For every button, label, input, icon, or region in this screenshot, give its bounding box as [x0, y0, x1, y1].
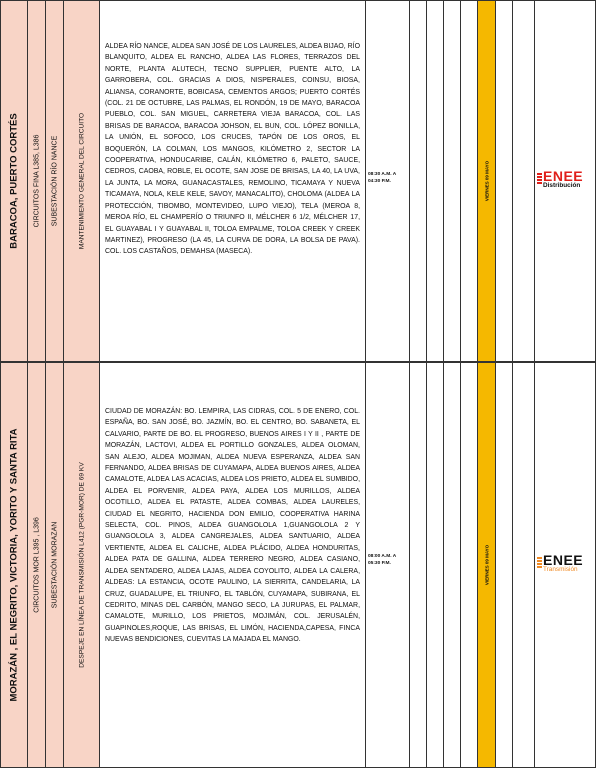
schedule-row-baracoa [0, 0, 596, 362]
schedule-time-cell [366, 363, 410, 767]
location-cell [0, 363, 28, 767]
empty-cell [496, 363, 513, 767]
enee-distribucion-logo [537, 169, 595, 189]
day-cell [478, 363, 496, 767]
substation-label: SUBESTACIÓN MORAZAN [51, 521, 58, 609]
empty-cell [444, 1, 461, 361]
job-cell [64, 1, 100, 361]
empty-cell [427, 1, 444, 361]
empty-cell [444, 363, 461, 767]
job-description: MANTENIMIENTO GENERAL DEL CIRCUITO [78, 112, 85, 250]
location-cell [0, 1, 28, 361]
logo-cell [535, 363, 596, 767]
time-end: 05:30 P.M. [368, 561, 391, 566]
enee-bars-icon [537, 173, 542, 185]
logo-cell [535, 1, 596, 361]
schedule-time [368, 553, 407, 567]
empty-cell [461, 363, 478, 767]
schedule-row-morazan [0, 362, 596, 768]
time-start: 08:30 A.M. A [368, 172, 397, 177]
empty-cell [427, 363, 444, 767]
schedule-time [368, 171, 407, 185]
job-description: DESPEJE EN LÍNEA DE TRANSMISIÓN L412 (PGR-MOR) DE 69 KV [78, 462, 85, 668]
substation-cell [46, 1, 64, 361]
day-label: VIERNES 09 MAYO [484, 160, 489, 202]
affected-areas-cell [100, 1, 366, 361]
location-label: BARACOA, PUERTO CORTÉS [8, 113, 20, 249]
empty-cell [496, 1, 513, 361]
logo-subtitle: Transmisión [543, 566, 578, 573]
logo-subtitle: Distribución [543, 182, 581, 189]
affected-areas-text: ALDEA RÍO NANCE, ALDEA SAN JOSÉ DE LOS LAURELES, ALDEA BIJAO, RÍO BLANQUITO, ALDEA EL RANCHO, ALDEA LAS FLORES, TERRAZOS DEL NORTE, PLANTA ALUTECH, TECNO SUPPLIER, PUENTE ALTO, LA GARROBERA, COL. GRACIAS A DIOS, NISPERALES, COINSU, BIOSA, ALIANSA, CORANORTE, BOBICASA, CEMENTOS ARGOS; PUERTO CORTÉS (COL. 21 DE OCTUBRE, LAS PALMAS, EL RONDÓN, 19 DE MAYO, BARACOA PUEBLO, COL. SAN MIGUEL, CARRETERA VIEJA BARACOA, COL. LAS BRISAS DE BARACOA, BARACOA JOHSON, EL BUN, COL. LÓPEZ BONILLA, LA UNIÓN, EL SOFOCO, LOS CRUCES, TAPÓN DE LOS OROS, EL BOQUERÓN, LA COLMAN, LOS MANGOS, KILÓMETRO 2, SECTOR LA COOPERATIVA, HONDUCARIBE, CALÁN, KILÓMETRO 6, PALETO, SAUCE, CEDROS, CAOBA, ROBLE, EL OCOTE, SAN JOSE DE BRISAS, LA 40, LA UVA, LA JUNTA, LA MORA, GUANACASTALES, REMOLINO, TICAMAYA Y NUEVA TICAMAYA, NOLA, KELE KELE, SAVOY, MANACALITO), CHOLOMA (ALDEA LA PROTECCIÓN, TIBOMBO, MONTEVIDEO, LUPO VIEJO), TELA (MEROA 8, MEROA RÍO, EL CHAMPERÍO O TRIUNFO II, MÉLCHER 6 1/2, MÉLCHER 17, EL GUAYABAL I Y GUAYABAL II, TOLOA EMPALME, TOLOA CREEK Y CREEK MARTINEZ), PROGRESO (LA 45, LA CURVA DE DORA, LA BOLSA DE PAVA). COL. LOS CASTAÑOS, DEMAHSA (MASECA). [105, 43, 360, 256]
circuits-cell [28, 1, 46, 361]
schedule-time-cell [366, 1, 410, 361]
day-cell [478, 1, 496, 361]
affected-areas-cell [100, 363, 366, 767]
empty-cell [513, 1, 535, 361]
circuits-cell [28, 363, 46, 767]
affected-areas-text: CIUDAD DE MORAZÁN: BO. LEMPIRA, LAS CIDRAS, COL. 5 DE ENERO, COL. ESPAÑA, BO. SAN JOSÉ, BO. JAZMÍN, BO. EL CENTRO, BO. SABANETA, EL CALVARIO, PARTE DE BO. EL PROGRESO, BUENOS AIRES I Y II , PARTE DE MORAZÁN, LACTOVI, ALDEA EL PORTILLO GONZALES, ALDEA OLOMAN, SAN ALEJO, ALDEA MOJIMAN, ALDEA NUEVA ESPERANZA, ALDEA SAN FERNANDO, ALDEA BRISAS DE CUYAMAPA, ALDEA BUENOS AIRES, ALDEA CAMALOTE, ALDEA LAS ACACIAS, ALDEA LOS PRIETO, ALDEA EL SUMBIDO, ALDEA EL PORVENIR, ALDEA PAYA, ALDEA LOS MURILLOS, ALDEA OCOTILLO, ALDEA EL PATASTE, ALDEA COMBAS, ALDEA LAURELES, CIUDAD EL NEGRITO, HACIENDA DON EMILIO, COOPERATIVA HARINA SELECTA, COL. PINOS, ALDEA GUANGOLOLA 1,GUANGOLOLA 2 Y GUANGOLOLA 3, ALDEA CANGREJALES, ALDEA SANTUARIO, ALDEA VERTIENTE, ALDEA EL CALICHE, ALDEA PLÁCIDO, ALDEA HONDURITAS, ALDEA PATA DE GALLINA, ALDEA TERRERO NEGRO, ALDEA CASIANO, ALDEA SENTADERO, ALDEA LAJAS, ALDEA COYOLITO, ALDEA LA CALERA, ALDEAS: LA ESTANCIA, OCOTE PAULINO, LA SIERRITA, CANDELARIA, LA CRUZ, GUADALUPE, EL TRIUNFO, EL TABLÓN, CUYAMAPA, SUBIRANA, EL CEDRITO, MINAS DEL CARBÓN, MANGO SECO, LA JURUPAS, EL PALMAR, CAMALOTE, MURILLO, LOS PRIETOS, MOJIMÁN, COL. JERUSALÉN, GUAPINOLES,ROQUE, LAS BRISAS, EL LIMÓN, HACIENDA,CAPESA, FINCA NUEVAS BENDICIONES, CUEVITAS LA MAJADA EL MANGO. [105, 408, 360, 644]
enee-transmision-logo [537, 553, 595, 573]
logo-name: ENEE [543, 552, 584, 568]
circuits-label: CIRCUITOS MOR L395 , L396 [33, 517, 40, 613]
day-label: VIERNES 09 MAYO [484, 544, 489, 586]
enee-bars-icon [537, 557, 542, 569]
substation-label: SUBESTACIÓN RÍO NANCE [51, 135, 58, 227]
time-end: 04:30 P.M. [368, 179, 391, 184]
empty-cell [410, 363, 427, 767]
empty-cell [410, 1, 427, 361]
empty-cell [513, 363, 535, 767]
substation-cell [46, 363, 64, 767]
job-cell [64, 363, 100, 767]
empty-cell [461, 1, 478, 361]
logo-name: ENEE [543, 168, 584, 184]
time-start: 08:00 A.M. A [368, 554, 397, 559]
circuits-label: CIRCUITOS FINA L385, L386 [33, 134, 40, 228]
location-label: MORAZÁN , EL NEGRITO, VICTORIA, YORITO Y SANTA RITA [8, 428, 20, 702]
